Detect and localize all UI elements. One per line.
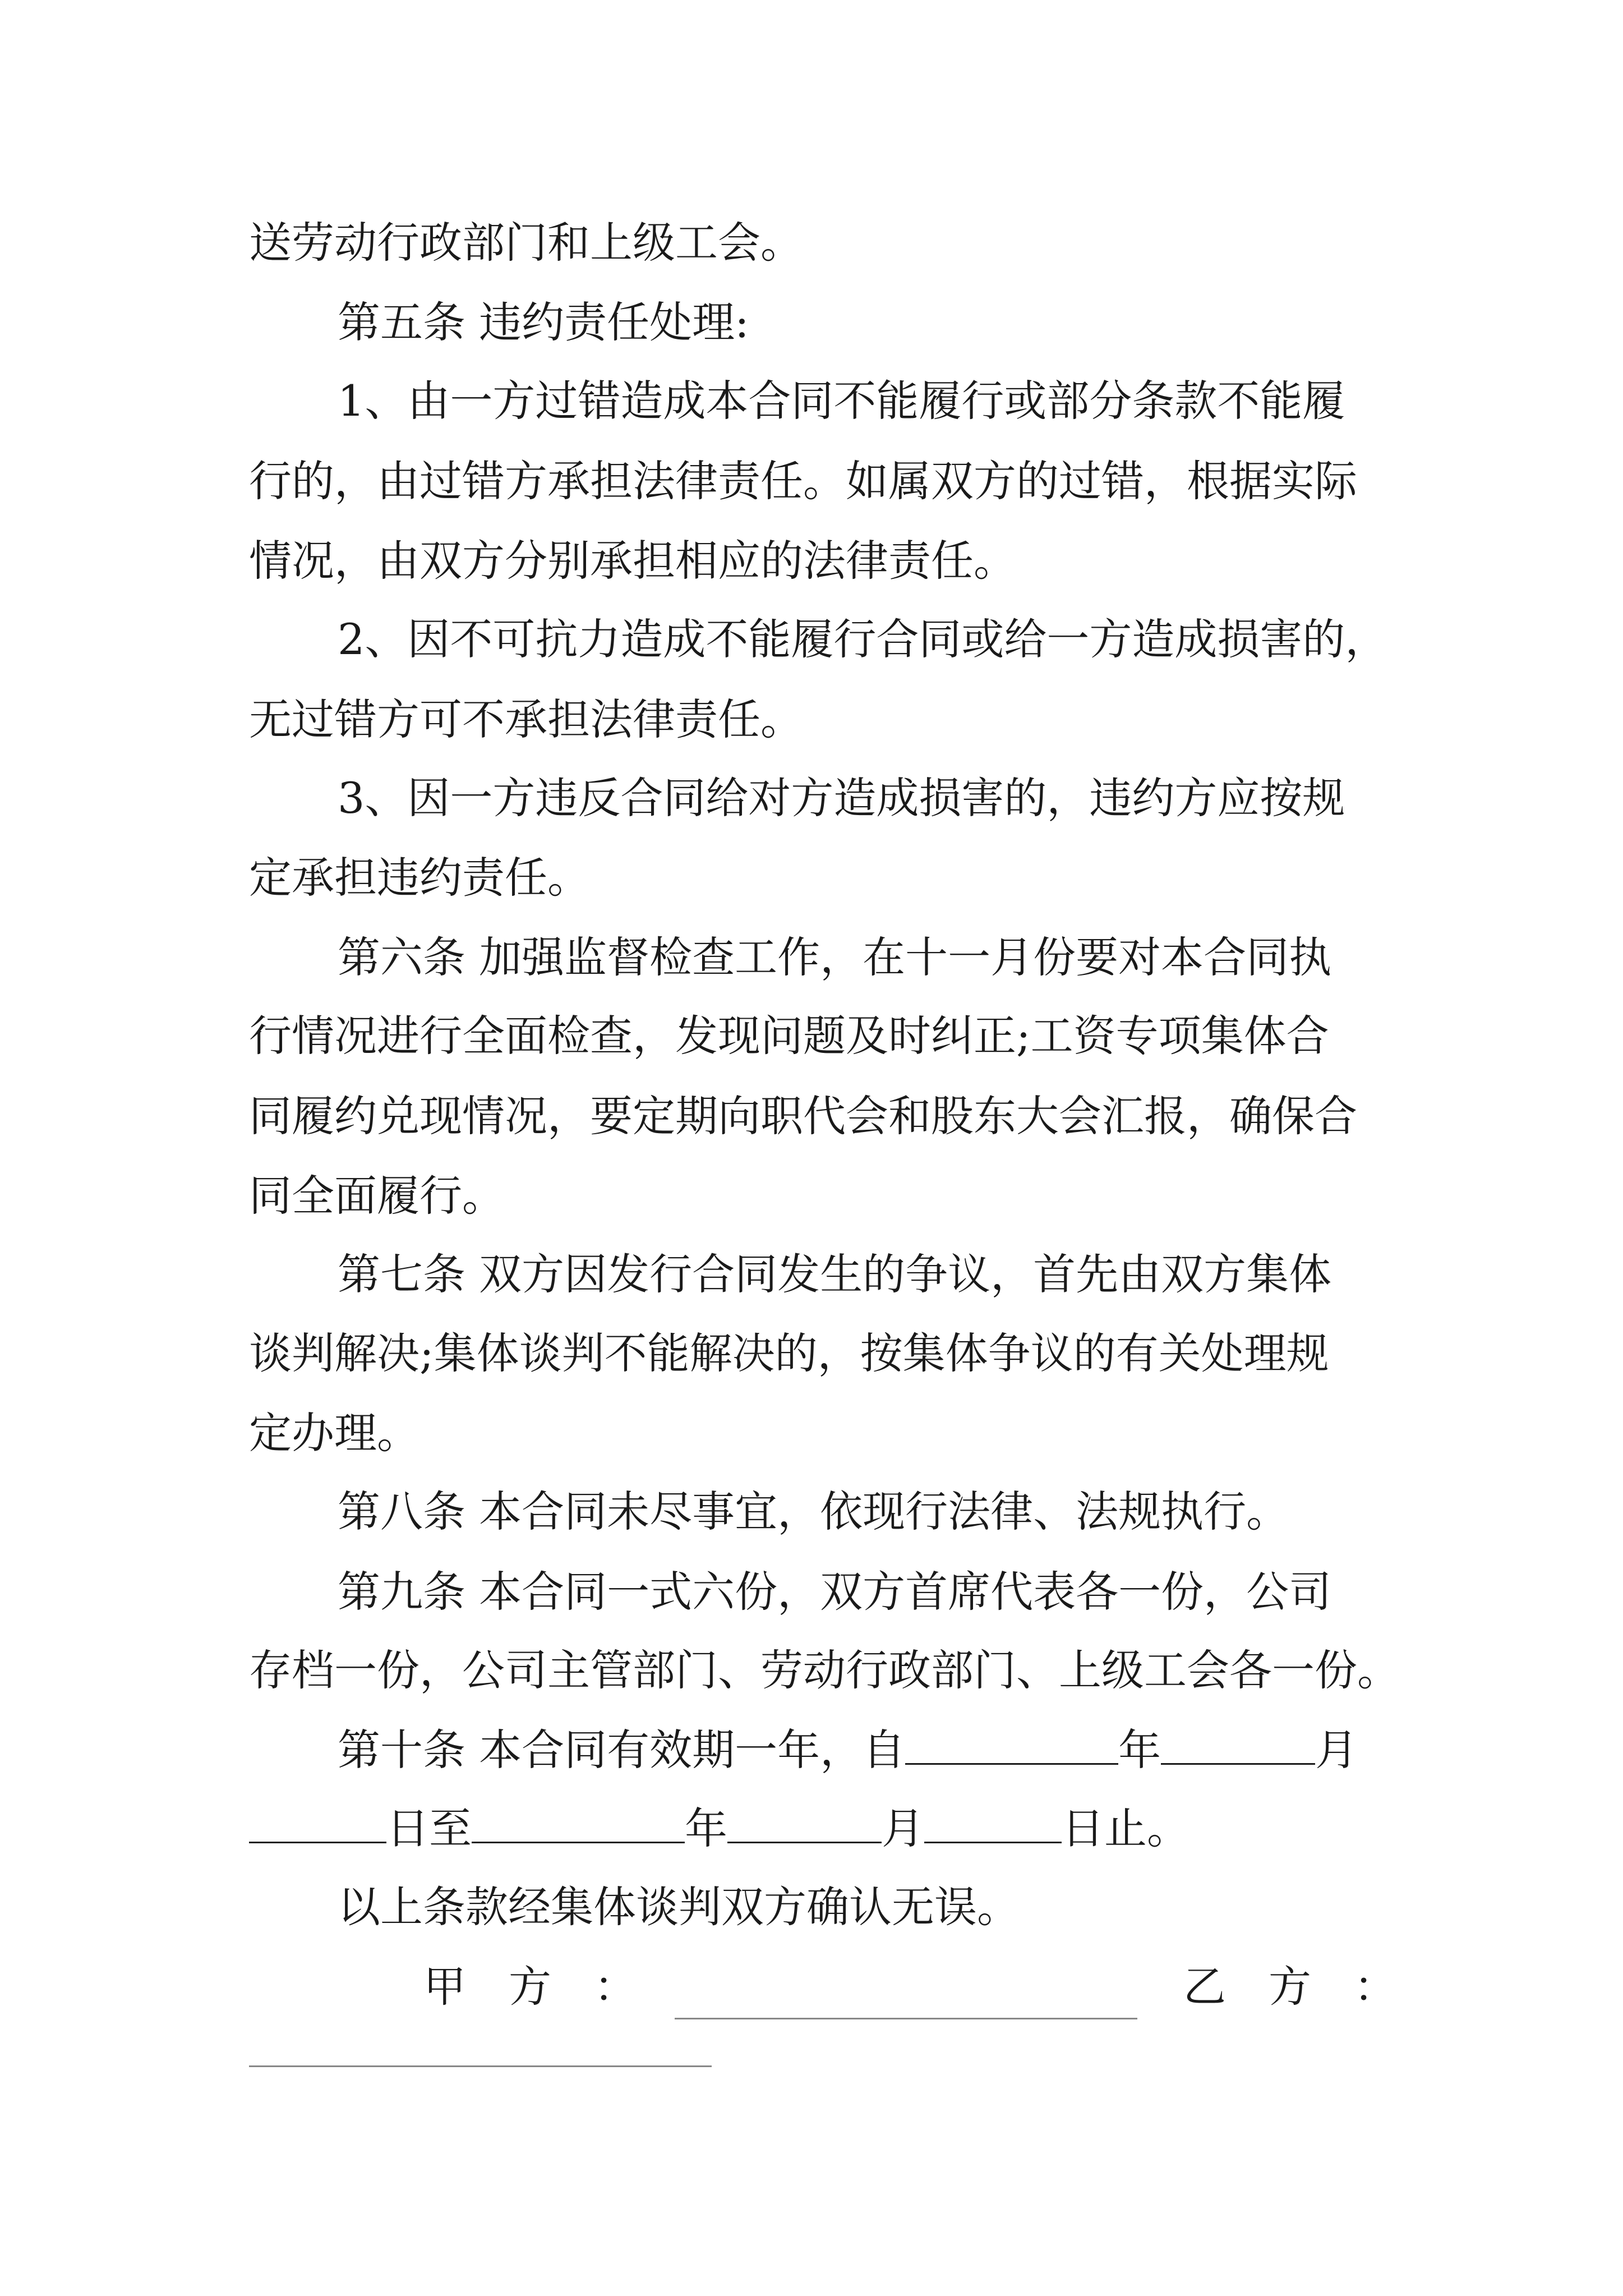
paragraph-line: 定承担违约责任。: [249, 853, 590, 903]
paragraph-line: 无过错方可不承担法律责任。: [249, 694, 803, 744]
party-a-label: 甲 方 ：: [423, 1962, 637, 2012]
article-10-text: 第十条 本合同有效期一年，自: [338, 1725, 906, 1775]
article-10-line: [338, 1722, 1623, 1778]
party-b-signature-line[interactable]: [249, 2065, 712, 2067]
year-label: 年: [1118, 1725, 1161, 1775]
paragraph-line: 3、因一方违反合同给对方造成损害的，违约方应按规: [338, 773, 1345, 823]
article-10-line-2: [249, 1801, 1623, 1857]
day-end-label: 日止。: [1062, 1803, 1189, 1853]
paragraph-line: 行的，由过错方承担法律责任。如属双方的过错，根据实际: [249, 456, 1357, 506]
month-label: 月: [882, 1803, 924, 1853]
end-year-blank[interactable]: [472, 1803, 685, 1843]
paragraph-line: 行情况进行全面检查，发现问题及时纠正;工资专项集体合: [249, 1011, 1329, 1061]
start-year-blank[interactable]: [905, 1725, 1118, 1765]
paragraph-line: 定办理。: [249, 1408, 419, 1458]
article-6-line: 第六条 加强监督检查工作，在十一月份要对本合同执: [338, 932, 1332, 982]
article-5-heading: 第五条 违约责任处理:: [338, 297, 749, 347]
paragraph-line: 情况，由双方分别承担相应的法律责任。: [249, 536, 1016, 586]
paragraph-line: 同履约兑现情况，要定期向职代会和股东大会汇报，确保合: [249, 1091, 1357, 1141]
month-label: 月: [1315, 1725, 1358, 1775]
article-7-line: 第七条 双方因发行合同发生的争议，首先由双方集体: [338, 1249, 1332, 1299]
paragraph-line: 2、因不可抗力造成不能履行合同或给一方造成损害的，: [338, 614, 1388, 664]
year-label: 年: [685, 1803, 727, 1853]
end-month-blank[interactable]: [727, 1803, 882, 1843]
article-9-line: 第九条 本合同一式六份，双方首席代表各一份，公司: [338, 1567, 1332, 1617]
paragraph-line: 送劳动行政部门和上级工会。: [249, 218, 803, 268]
day-to-label: 日至: [386, 1803, 472, 1853]
paragraph-line: 1、由一方过错造成本合同不能履行或部分条款不能履: [338, 376, 1345, 426]
paragraph-line: 谈判解决;集体谈判不能解决的，按集体争议的有关处理规: [249, 1328, 1329, 1378]
party-b-label: 乙 方 ：: [1183, 1962, 1396, 2012]
paragraph-line: 同全面履行。: [249, 1171, 505, 1221]
end-day-blank[interactable]: [924, 1803, 1062, 1843]
article-8-line: 第八条 本合同未尽事宜，依现行法律、法规执行。: [338, 1487, 1289, 1536]
start-day-blank[interactable]: [249, 1803, 386, 1843]
confirmation-line: 以上条款经集体谈判双方确认无误。: [338, 1882, 1020, 1932]
paragraph-line: 存档一份，公司主管部门、劳动行政部门、上级工会各一份。: [249, 1645, 1400, 1695]
party-a-signature-line[interactable]: [675, 2018, 1137, 2019]
start-month-blank[interactable]: [1161, 1725, 1315, 1765]
